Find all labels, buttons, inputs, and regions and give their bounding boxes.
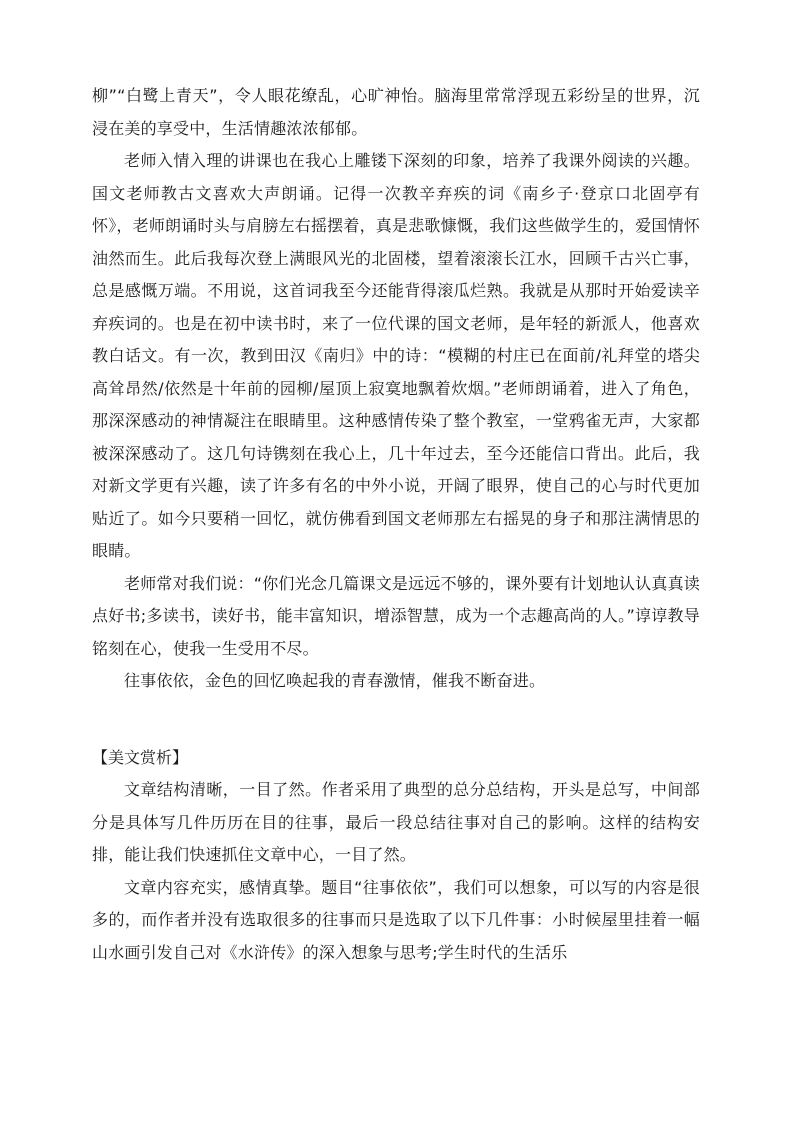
article-body (92, 80, 700, 698)
analysis-paragraph-1: 文章结构清晰，一目了然。作者采用了典型的总分总结构，开头是总写，中间部分是具体写几件历历在目的往事，最后一段总结往事对自己的影响。这样的结构安排，能让我们快速抓住文章中心，一目了然。 (92, 780, 700, 864)
article-paragraph-2: 老师入情入理的讲课也在我心上雕镂下深刻的印象，培养了我课外阅读的兴趣。国文老师教古文喜欢大声朗诵。记得一次教辛弃疾的词《南乡子·登京口北固亭有怀》，老师朗诵时头与肩膀左右摇摆着，真是悲歌慷慨，我们这些做学生的，爱国情怀油然而生。此后我每次登上满眼风光的北固楼，望着滚滚长江水，回顾千古兴亡事，总是感慨万端。不用说，这首词我至今还能背得滚瓜烂熟。我就是从那时开始爱读辛弃疾词的。也是在初中读书时，来了一位代课的国文老师，是年轻的新派人，他喜欢教白话文。有一次，教到田汉《南归》中的诗：“模糊的村庄已在面前/礼拜堂的塔尖高耸昂然/依然是十年前的园柳/屋顶上寂寞地飘着炊烟。”老师朗诵着，进入了角色，那深深感动的神情凝注在眼睛里。这种感情传染了整个教室，一堂鸦雀无声，大家都被深深感动了。这几句诗镌刻在我心上，几十年过去，至今还能信口背出。此后，我对新文学更有兴趣，读了许多有名的中外小说，开阔了眼界，使自己的心与时代更加贴近了。如今只要稍一回忆，就仿佛看到国文老师那左右摇晃的身子和那注满情思的眼睛。 (92, 151, 700, 560)
analysis-section (92, 742, 700, 970)
section-spacer (92, 698, 700, 742)
article-paragraph-1: 柳”“白鹭上青天”，令人眼花缭乱，心旷神怡。脑海里常常浮现五彩纷呈的世界，沉浸在美的享受中，生活情趣浓浓郁郁。 (92, 86, 700, 138)
article-paragraph-4: 往事依依，金色的回忆唤起我的青春激情，催我不断奋进。 (124, 671, 546, 690)
article-paragraph-3: 老师常对我们说：“你们光念几篇课文是远远不够的，课外要有计划地认认真真读点好书;多读书，读好书，能丰富知识，增添智慧，成为一个志趣高尚的人。”谆谆教导铭刻在心，使我一生受用不尽。 (92, 573, 700, 658)
analysis-heading: 【美文赏析】 (92, 747, 189, 767)
analysis-paragraph-2: 文章内容充实，感情真挚。题目“往事依依”，我们可以想象，可以写的内容是很多的，而作者并没有选取很多的往事而只是选取了以下几件事：小时候屋里挂着一幅山水画引发自己对《水浒传》的深入想象与思考;学生时代的生活乐 (92, 877, 700, 962)
